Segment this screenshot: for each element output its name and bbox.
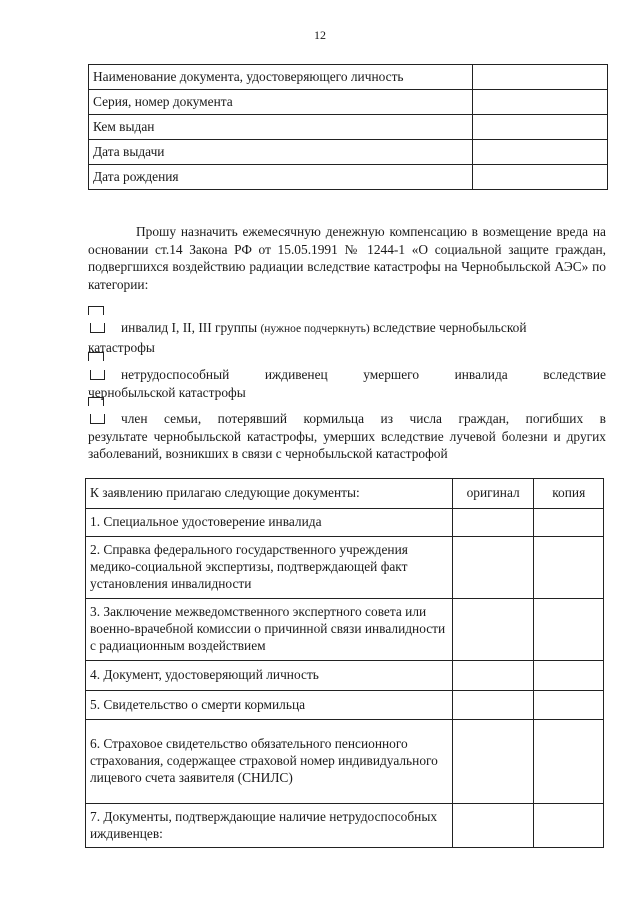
checkbox-icon [88, 352, 104, 361]
identity-value-field[interactable] [473, 65, 608, 90]
identity-label: Серия, номер документа [89, 90, 473, 115]
category-2-checkbox[interactable] [90, 370, 105, 380]
identity-label: Наименование документа, удостоверяющего личность [89, 65, 473, 90]
table-row [89, 90, 608, 115]
original-cell[interactable] [452, 661, 534, 691]
category-1-note: (нужное подчеркнуть) [260, 323, 370, 335]
document-name: 1. Специальное удостоверение инвалида [86, 509, 453, 537]
category-option-3 [88, 410, 606, 463]
request-paragraph [88, 223, 606, 293]
category-3-checkbox[interactable] [90, 414, 105, 424]
copy-cell[interactable] [534, 691, 604, 720]
table-row [89, 165, 608, 190]
table-row [89, 140, 608, 165]
original-cell[interactable] [452, 804, 534, 848]
identity-value-field[interactable] [473, 115, 608, 140]
document-name: 6. Страховое свидетельство обязательного пенсионного страхования, содержащее страховой номер индивидуального лицевого счета заявителя (СНИЛС) [86, 720, 453, 804]
table-row [86, 661, 604, 691]
identity-value-field[interactable] [473, 90, 608, 115]
table-row [86, 599, 604, 661]
table-row [89, 115, 608, 140]
copy-cell[interactable] [534, 661, 604, 691]
copy-cell[interactable] [534, 720, 604, 804]
category-option-2 [88, 366, 606, 401]
table-row [86, 537, 604, 599]
document-name: 5. Свидетельство о смерти кормильца [86, 691, 453, 720]
original-cell[interactable] [452, 599, 534, 661]
document-name: 3. Заключение межведомственного экспертного совета или военно-врачебной комиссии о причинной связи инвалидности с радиационным воздействием [86, 599, 453, 661]
original-cell[interactable] [452, 509, 534, 537]
table-row [89, 65, 608, 90]
request-text: Прошу назначить ежемесячную денежную компенсацию в возмещение вреда на основании ст.14 Закона РФ от 15.05.1991 № 1244-1 «О социальной защите граждан, подвергшихся воздействию радиации вследствие катастрофы на Чернобыльской АЭС» по категории: [88, 224, 606, 292]
category-1-checkbox[interactable] [90, 323, 105, 333]
copy-cell[interactable] [534, 804, 604, 848]
document-name: 7. Документы, подтверждающие наличие нетрудоспособных иждивенцев: [86, 804, 453, 848]
checkbox-icon [88, 397, 104, 406]
copy-cell[interactable] [534, 599, 604, 661]
category-3-line [88, 410, 606, 428]
category-3-text-wrap: результате чернобыльской катастрофы, умерших вследствие лучевой болезни и других заболеваний, возникших в связи с чернобыльской катастрофой [88, 428, 606, 461]
category-1-text: инвалид I, II, III группы [121, 320, 258, 335]
category-1-text-rest: вследствие чернобыльской [373, 320, 527, 335]
identity-value-field[interactable] [473, 165, 608, 190]
page-number: 12 [314, 28, 326, 42]
identity-label: Кем выдан [89, 115, 473, 140]
copy-cell[interactable] [534, 537, 604, 599]
documents-header-label: К заявлению прилагаю следующие документы: [86, 479, 453, 509]
category-2-text-wrap: чернобыльской катастрофы [88, 384, 246, 400]
identity-label: Дата рождения [89, 165, 473, 190]
table-row [86, 804, 604, 848]
category-1-text-wrap: катастрофы [88, 339, 155, 355]
category-2-text: нетрудоспособный иждивенец умершего инвалида вследствие [121, 367, 606, 382]
category-3-text: член семьи, потерявший кормильца из числа граждан, погибших в [121, 411, 606, 426]
identity-value-field[interactable] [473, 140, 608, 165]
document-name: 4. Документ, удостоверяющий личность [86, 661, 453, 691]
identity-label: Дата выдачи [89, 140, 473, 165]
checkbox-icon [88, 306, 104, 315]
original-column-header: оригинал [452, 479, 534, 509]
original-cell[interactable] [452, 537, 534, 599]
table-row [86, 691, 604, 720]
original-cell[interactable] [452, 720, 534, 804]
documents-table [85, 478, 604, 848]
table-row [86, 509, 604, 537]
copy-column-header: копия [534, 479, 604, 509]
copy-cell[interactable] [534, 509, 604, 537]
category-2-line [88, 366, 606, 384]
original-cell[interactable] [452, 691, 534, 720]
category-option-1 [88, 319, 606, 356]
table-row [86, 720, 604, 804]
document-name: 2. Справка федерального государственного учреждения медико-социальной экспертизы, подтверждающей факт установления инвалидности [86, 537, 453, 599]
identity-document-table [88, 64, 608, 190]
documents-table-header [86, 479, 604, 509]
